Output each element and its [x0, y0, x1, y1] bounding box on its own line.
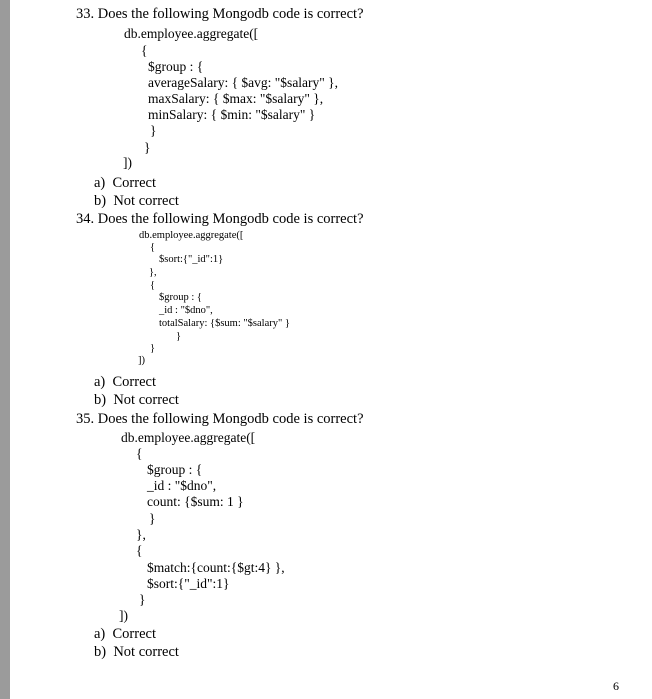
code-line: $group : {	[159, 292, 202, 303]
code-line: }	[150, 123, 157, 138]
code-line: _id : "$dno",	[147, 478, 217, 493]
option-a: a) Correct	[94, 175, 156, 191]
code-line: {	[141, 43, 148, 58]
code-line: totalSalary: {$sum: "$salary" }	[159, 318, 290, 329]
code-line: count: {$sum: 1 }	[147, 494, 244, 509]
code-line: {	[150, 280, 156, 291]
code-line: {	[136, 543, 143, 558]
code-line: ])	[119, 608, 128, 623]
code-line: {	[136, 446, 143, 461]
question-title: 33. Does the following Mongodb code is correct?	[76, 6, 364, 22]
code-line: }	[176, 331, 182, 342]
option-b: b) Not correct	[94, 644, 179, 660]
document-page	[10, 0, 652, 699]
page-number: 6	[613, 679, 619, 693]
code-line: minSalary: { $min: "$salary" }	[148, 107, 316, 122]
code-line: $sort:{"_id":1}	[159, 254, 224, 265]
code-line: db.employee.aggregate([	[139, 230, 244, 241]
code-line: _id : "$dno",	[159, 305, 213, 316]
code-line: ])	[123, 155, 132, 170]
code-line: ])	[138, 355, 145, 366]
question-title: 35. Does the following Mongodb code is correct?	[76, 411, 364, 427]
code-line: $sort:{"_id":1}	[147, 576, 230, 591]
option-b: b) Not correct	[94, 392, 179, 408]
code-line: }	[139, 592, 146, 607]
code-line: }	[144, 140, 151, 155]
left-margin-bar	[0, 0, 10, 699]
code-line: averageSalary: { $avg: "$salary" },	[148, 75, 339, 90]
code-line: {	[150, 242, 156, 253]
code-line: }	[150, 343, 156, 354]
code-line: $group : {	[147, 462, 203, 477]
code-line: maxSalary: { $max: "$salary" },	[148, 91, 324, 106]
code-line: },	[149, 267, 157, 278]
code-line: },	[136, 527, 146, 542]
question-title: 34. Does the following Mongodb code is correct?	[76, 211, 364, 227]
option-b: b) Not correct	[94, 193, 179, 209]
code-line: $group : {	[148, 59, 204, 74]
code-line: $match:{count:{$gt:4} },	[147, 560, 285, 575]
code-line: db.employee.aggregate([	[121, 430, 256, 445]
option-a: a) Correct	[94, 626, 156, 642]
code-line: }	[149, 511, 156, 526]
code-line: db.employee.aggregate([	[124, 26, 259, 41]
option-a: a) Correct	[94, 374, 156, 390]
